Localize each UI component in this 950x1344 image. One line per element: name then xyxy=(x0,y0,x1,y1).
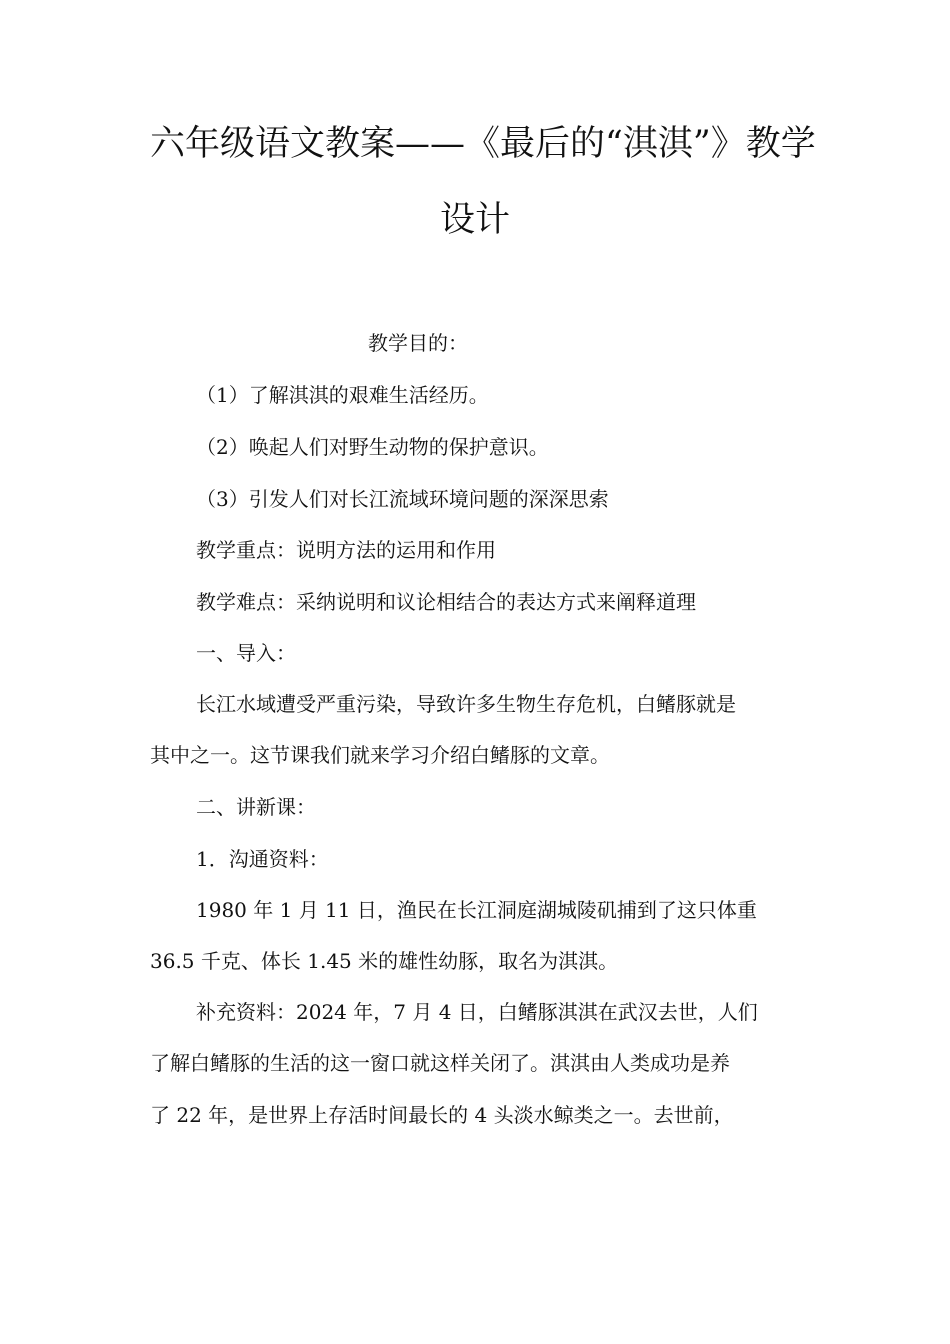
section-heading-objectives: 教学目的： xyxy=(368,331,468,355)
section-heading-intro: 一、导入： xyxy=(196,641,296,665)
paragraph-line: 了解白鳍豚的生活的这一窗口就这样关闭了。淇淇由人类成功是养 xyxy=(150,1051,730,1075)
document-title-line-2: 设计 xyxy=(439,200,510,240)
objective-item: （2）唤起人们对野生动物的保护意识。 xyxy=(196,435,549,459)
teaching-difficulty: 教学难点：采纳说明和议论相结合的表达方式来阐释道理 xyxy=(196,590,696,614)
subsection-heading: 1．沟通资料： xyxy=(196,847,329,871)
paragraph-line: 36.5 千克、体长 1.45 米的雄性幼豚，取名为淇淇。 xyxy=(150,949,619,973)
paragraph-line: 了 22 年，是世界上存活时间最长的 4 头淡水鲸类之一。去世前， xyxy=(150,1103,734,1127)
teaching-focus: 教学重点：说明方法的运用和作用 xyxy=(196,538,496,562)
paragraph-line: 补充资料：2024 年，7 月 4 日，白鳍豚淇淇在武汉去世，人们 xyxy=(196,1000,758,1024)
objective-item: （1）了解淇淇的艰难生活经历。 xyxy=(196,383,489,407)
document-title-line-1: 六年级语文教案——《最后的“淇淇”》教学 xyxy=(150,124,816,164)
objective-item: （3）引发人们对长江流域环境问题的深深思索 xyxy=(196,487,609,511)
paragraph-line: 其中之一。这节课我们就来学习介绍白鳍豚的文章。 xyxy=(150,743,610,767)
section-heading-new-lesson: 二、讲新课： xyxy=(196,795,316,819)
paragraph-line: 1980 年 1 月 11 日，渔民在长江洞庭湖城陵矶捕到了这只体重 xyxy=(196,898,757,922)
paragraph-line: 长江水域遭受严重污染，导致许多生物生存危机，白鳍豚就是 xyxy=(196,692,736,716)
